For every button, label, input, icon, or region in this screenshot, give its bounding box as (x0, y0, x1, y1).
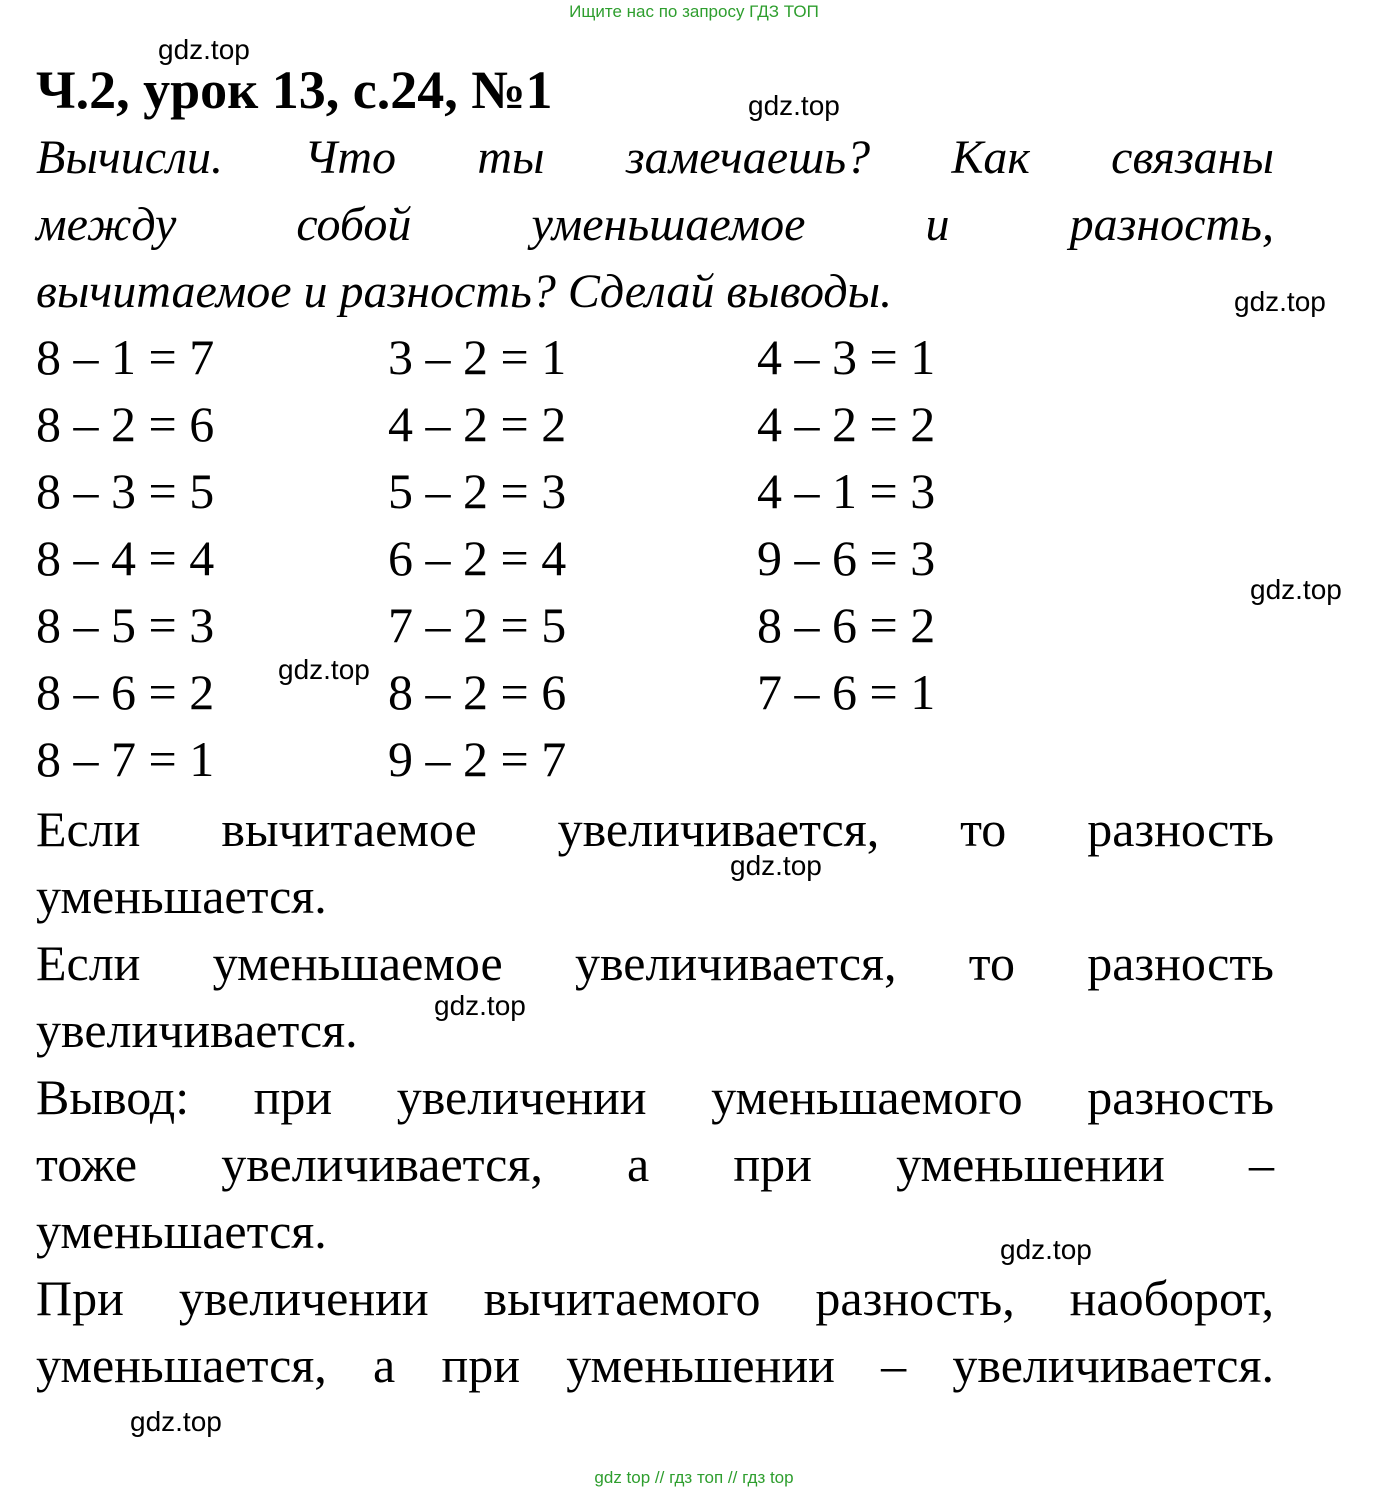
watermark: gdz.top (1250, 574, 1342, 605)
equation: 5 – 2 = 3 (388, 463, 567, 519)
watermark: gdz.top (1234, 286, 1326, 317)
equation: 8 – 2 = 6 (388, 664, 567, 720)
watermark: gdz.top (748, 90, 840, 121)
equation: 3 – 2 = 1 (388, 329, 567, 385)
equation: 8 – 5 = 3 (36, 597, 215, 653)
equation: 4 – 2 = 2 (388, 396, 567, 452)
footer: gdz top // гдз топ // гдз top (594, 1468, 794, 1487)
watermark: gdz.top (278, 654, 370, 685)
equation: 7 – 6 = 1 (757, 664, 936, 720)
task-text (36, 124, 1274, 325)
conclusion-line: уменьшается, а при уменьшении – увеличивается. (36, 1337, 1274, 1393)
conclusions-text (36, 796, 1274, 1399)
equation: 8 – 6 = 2 (757, 597, 936, 653)
conclusion-line: уменьшается. (36, 868, 327, 924)
task-line-3: вычитаемое и разность? Сделай выводы. (36, 265, 893, 318)
equations-column-3 (757, 324, 935, 726)
equations-column-1 (36, 324, 214, 793)
conclusion-line: уменьшается. (36, 1203, 327, 1259)
watermark: gdz.top (434, 990, 526, 1021)
equations-column-2 (388, 324, 566, 793)
equation: 6 – 2 = 4 (388, 530, 567, 586)
equation: 4 – 2 = 2 (757, 396, 936, 452)
conclusion-line: При увеличении вычитаемого разность, наоборот, (36, 1270, 1274, 1326)
equation: 4 – 3 = 1 (757, 329, 936, 385)
equation: 8 – 4 = 4 (36, 530, 215, 586)
equation: 9 – 2 = 7 (388, 731, 567, 787)
equation: 8 – 3 = 5 (36, 463, 215, 519)
task-line-2: между собой уменьшаемое и разность, (36, 198, 1274, 251)
conclusion-line: Если уменьшаемое увеличивается, то разность (36, 935, 1274, 991)
watermark: gdz.top (1000, 1234, 1092, 1265)
page-title: Ч.2, урок 13, с.24, №1 (36, 60, 553, 120)
equation: 8 – 7 = 1 (36, 731, 215, 787)
watermark: gdz.top (158, 34, 250, 65)
equation: 8 – 1 = 7 (36, 329, 215, 385)
conclusion-line: Если вычитаемое увеличивается, то разность (36, 801, 1274, 857)
equation: 8 – 2 = 6 (36, 396, 215, 452)
top-banner: Ищите нас по запросу ГДЗ ТОП (569, 2, 819, 21)
conclusion-line: тоже увеличивается, а при уменьшении – (36, 1136, 1274, 1192)
watermark: gdz.top (130, 1406, 222, 1437)
task-line-1: Вычисли. Что ты замечаешь? Как связаны (36, 131, 1274, 184)
equation: 4 – 1 = 3 (757, 463, 936, 519)
conclusion-line: Вывод: при увеличении уменьшаемого разность (36, 1069, 1274, 1125)
equation: 9 – 6 = 3 (757, 530, 936, 586)
conclusion-line: увеличивается. (36, 1002, 358, 1058)
watermark: gdz.top (730, 850, 822, 881)
equation: 7 – 2 = 5 (388, 597, 567, 653)
equation: 8 – 6 = 2 (36, 664, 215, 720)
